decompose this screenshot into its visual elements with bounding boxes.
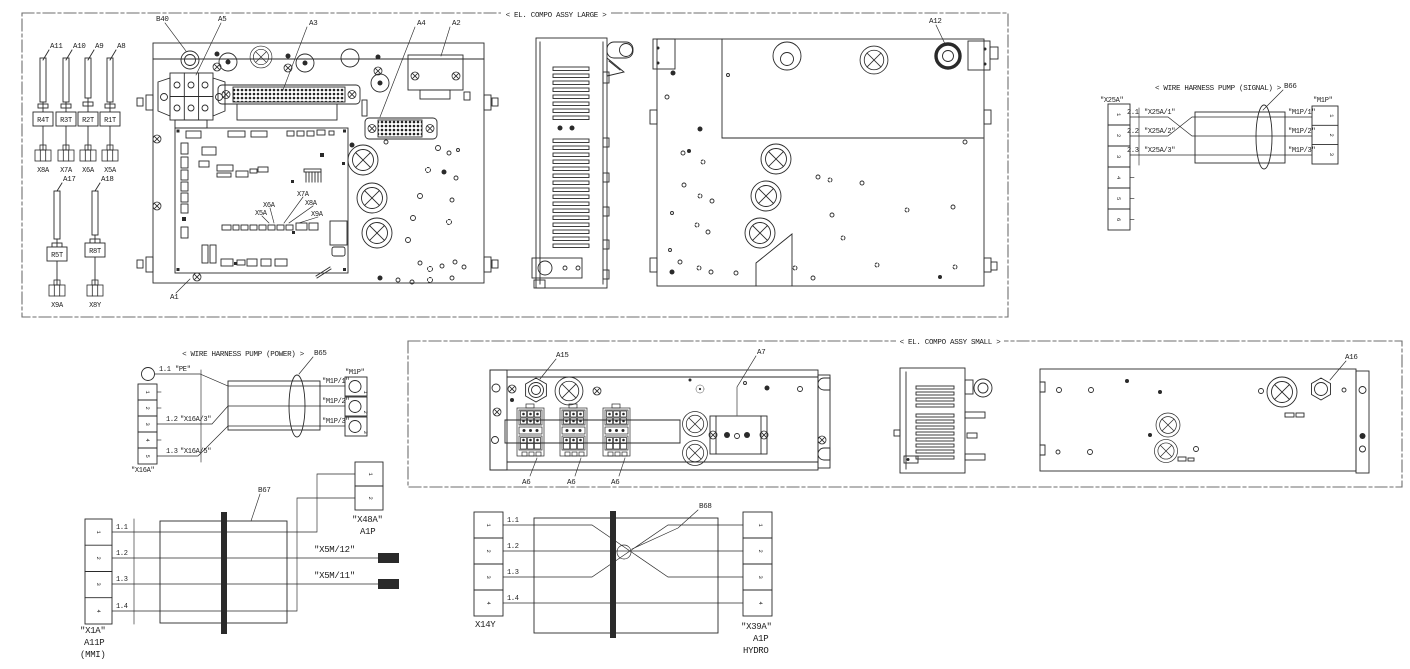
harness-power-title: < WIRE HARNESS PUMP (POWER) >: [182, 351, 304, 359]
wire-no: 1.1: [116, 524, 128, 532]
sensor-conn-label: X5A: [104, 167, 116, 175]
sensor-code: R3T: [60, 117, 72, 125]
wire-to: "M1P/3": [322, 418, 350, 426]
ref-a6: A6: [611, 479, 620, 487]
sensor-code: R5T: [51, 252, 63, 260]
wire-to: "M1P/1": [1288, 109, 1316, 117]
pin-number: 4: [95, 609, 102, 613]
ref-a4: A4: [417, 20, 426, 28]
wire-from: "X25A/2": [1144, 128, 1176, 136]
wire-to: "M1P/2": [322, 398, 350, 406]
pin-number: 3: [144, 422, 151, 426]
ferrule-label: "X5M/12": [314, 545, 355, 555]
large-assy-rear-view: [650, 18, 998, 286]
ref-a12: A12: [929, 18, 942, 26]
pin-number: 1: [367, 472, 374, 476]
ref-a5: A5: [218, 16, 227, 24]
b67-right-sub1: A1P: [360, 527, 376, 537]
large-assy-side-view: [532, 38, 633, 288]
b67-right-header: "X48A": [352, 515, 383, 525]
wire-from: "X25A/1": [1144, 109, 1176, 117]
wire-no: 1.3: [116, 576, 128, 584]
wire-no: 1.1: [507, 517, 519, 525]
pin-number: 4: [144, 438, 151, 442]
b68-left-header: X14Y: [475, 620, 496, 630]
b68-right-sub1: A1P: [753, 634, 769, 644]
sensor-code: R1T: [104, 117, 116, 125]
pin-number: 1: [1328, 114, 1335, 118]
sensor-ref: A8: [117, 43, 126, 51]
ref-a15: A15: [556, 352, 569, 360]
wire-to: "M1P/3": [1288, 147, 1316, 155]
pin-number: 1: [757, 523, 764, 527]
pin-number: 1: [144, 390, 151, 394]
pcb-conn-label: X6A: [263, 202, 275, 210]
sensor-conn-label: X8A: [37, 167, 49, 175]
pcb-conn-label: X7A: [297, 191, 309, 199]
sensor-ref: A10: [73, 43, 86, 51]
pin-number: 1: [485, 523, 492, 527]
small-assy-rear-view: [1040, 354, 1369, 473]
terminal-number: 3: [362, 430, 369, 434]
power-left-header: "X16A": [131, 467, 155, 475]
ref-a1: A1: [170, 294, 179, 302]
ref-a16: A16: [1345, 354, 1358, 362]
pin-number: 4: [485, 601, 492, 605]
pin-number: 2: [144, 406, 151, 410]
wire-no: 1.4: [116, 603, 128, 611]
pcb-conn-label: X8A: [305, 200, 317, 208]
wire-no: 2.1: [1127, 109, 1139, 117]
terminal-number: 2: [362, 410, 369, 414]
assy-large-title: < EL. COMPO ASSY LARGE >: [505, 12, 607, 20]
wire-no: 2.2: [1127, 128, 1139, 136]
small-assy-side-view: [894, 368, 992, 473]
sensor-ref: A9: [95, 43, 104, 51]
pin-number: 3: [1115, 154, 1122, 159]
pin-number: 3: [1328, 152, 1335, 156]
pin-number: 3: [757, 575, 764, 579]
sensor-ref: A11: [50, 43, 63, 51]
ref-b65: B65: [314, 350, 327, 358]
pin-number: 4: [757, 601, 764, 605]
harness-b67: [80, 462, 399, 660]
wire-no: 1.2: [116, 550, 128, 558]
wire-from: "PE": [175, 366, 191, 374]
power-right-header: "M1P": [345, 369, 365, 377]
sensor-group-top: [33, 43, 125, 175]
pin-number: 6: [1115, 217, 1122, 222]
ref-a7: A7: [757, 349, 766, 357]
harness-power: [131, 350, 369, 475]
assy-small-boundary: [408, 341, 1402, 487]
ref-b66: B66: [1284, 83, 1297, 91]
ref-b40: B40: [156, 16, 169, 24]
wire-to: "M1P/2": [1288, 128, 1316, 136]
pin-number: 2: [1115, 133, 1122, 138]
wire-no: 1.3: [166, 448, 178, 456]
ref-a3: A3: [309, 20, 318, 28]
ref-a6: A6: [567, 479, 576, 487]
sensor-conn-label: X9A: [51, 302, 63, 310]
wire-from: "X16A/5": [180, 448, 212, 456]
large-assy-front-view: [137, 16, 498, 302]
wire-no: 1.2: [507, 543, 519, 551]
wire-no: 1.2: [166, 416, 178, 424]
pin-number: 2: [367, 496, 374, 500]
wire-to: "M1P/1": [322, 378, 350, 386]
pin-number: 2: [757, 549, 764, 553]
ref-b67: B67: [258, 487, 271, 495]
pin-number: 1: [1115, 112, 1122, 117]
harness-signal-title: < WIRE HARNESS PUMP (SIGNAL) >: [1154, 85, 1282, 93]
sensor-conn-label: X8Y: [89, 302, 101, 310]
wire-no: 1.3: [507, 569, 519, 577]
wire-no: 2.3: [1127, 147, 1139, 155]
wire-from: "X25A/3": [1144, 147, 1176, 155]
ref-a6: A6: [522, 479, 531, 487]
pin-number: 3: [485, 575, 492, 579]
pin-number: 2: [485, 549, 492, 553]
wire-from: "X16A/3": [180, 416, 212, 424]
ferrule-label: "X5M/11": [314, 571, 355, 581]
wire-no: 1.1: [159, 366, 171, 374]
pin-number: 2: [1328, 133, 1335, 137]
sensor-code: R4T: [37, 117, 49, 125]
signal-left-header: "X25A": [1100, 97, 1124, 105]
assy-small-title: < EL. COMPO ASSY SMALL >: [899, 339, 1001, 347]
b68-right-sub2: HYDRO: [743, 646, 769, 656]
pcb-conn-label: X5A: [255, 210, 267, 218]
sensor-ref: A18: [101, 176, 114, 184]
sensor-ref: A17: [63, 176, 76, 184]
b67-left-header: "X1A": [80, 626, 106, 636]
pcb-conn-label: X9A: [311, 211, 323, 219]
wire-no: 1.4: [507, 595, 519, 603]
sensor-code: R2T: [82, 117, 94, 125]
harness-signal: [1100, 83, 1338, 230]
pin-number: 1: [95, 530, 102, 534]
terminal-number: 1: [362, 390, 369, 394]
b67-left-sub2: (MMI): [80, 650, 106, 660]
ref-a2: A2: [452, 20, 461, 28]
signal-right-header: "M1P": [1313, 97, 1333, 105]
small-assy-front-view: [490, 349, 830, 487]
sensor-conn-label: X6A: [82, 167, 94, 175]
pin-number: 5: [144, 454, 151, 458]
pin-number: 3: [95, 582, 102, 586]
sensor-conn-label: X7A: [60, 167, 72, 175]
ref-b68: B68: [699, 503, 712, 511]
pin-number: 4: [1115, 175, 1122, 180]
b68-right-header: "X39A": [741, 622, 772, 632]
sensor-group-bottom: [47, 176, 114, 310]
sensor-code: R8T: [89, 248, 101, 256]
harness-b68: [474, 503, 772, 656]
pin-number: 2: [95, 556, 102, 560]
pin-number: 5: [1115, 196, 1122, 201]
b67-left-sub1: A11P: [84, 638, 105, 648]
